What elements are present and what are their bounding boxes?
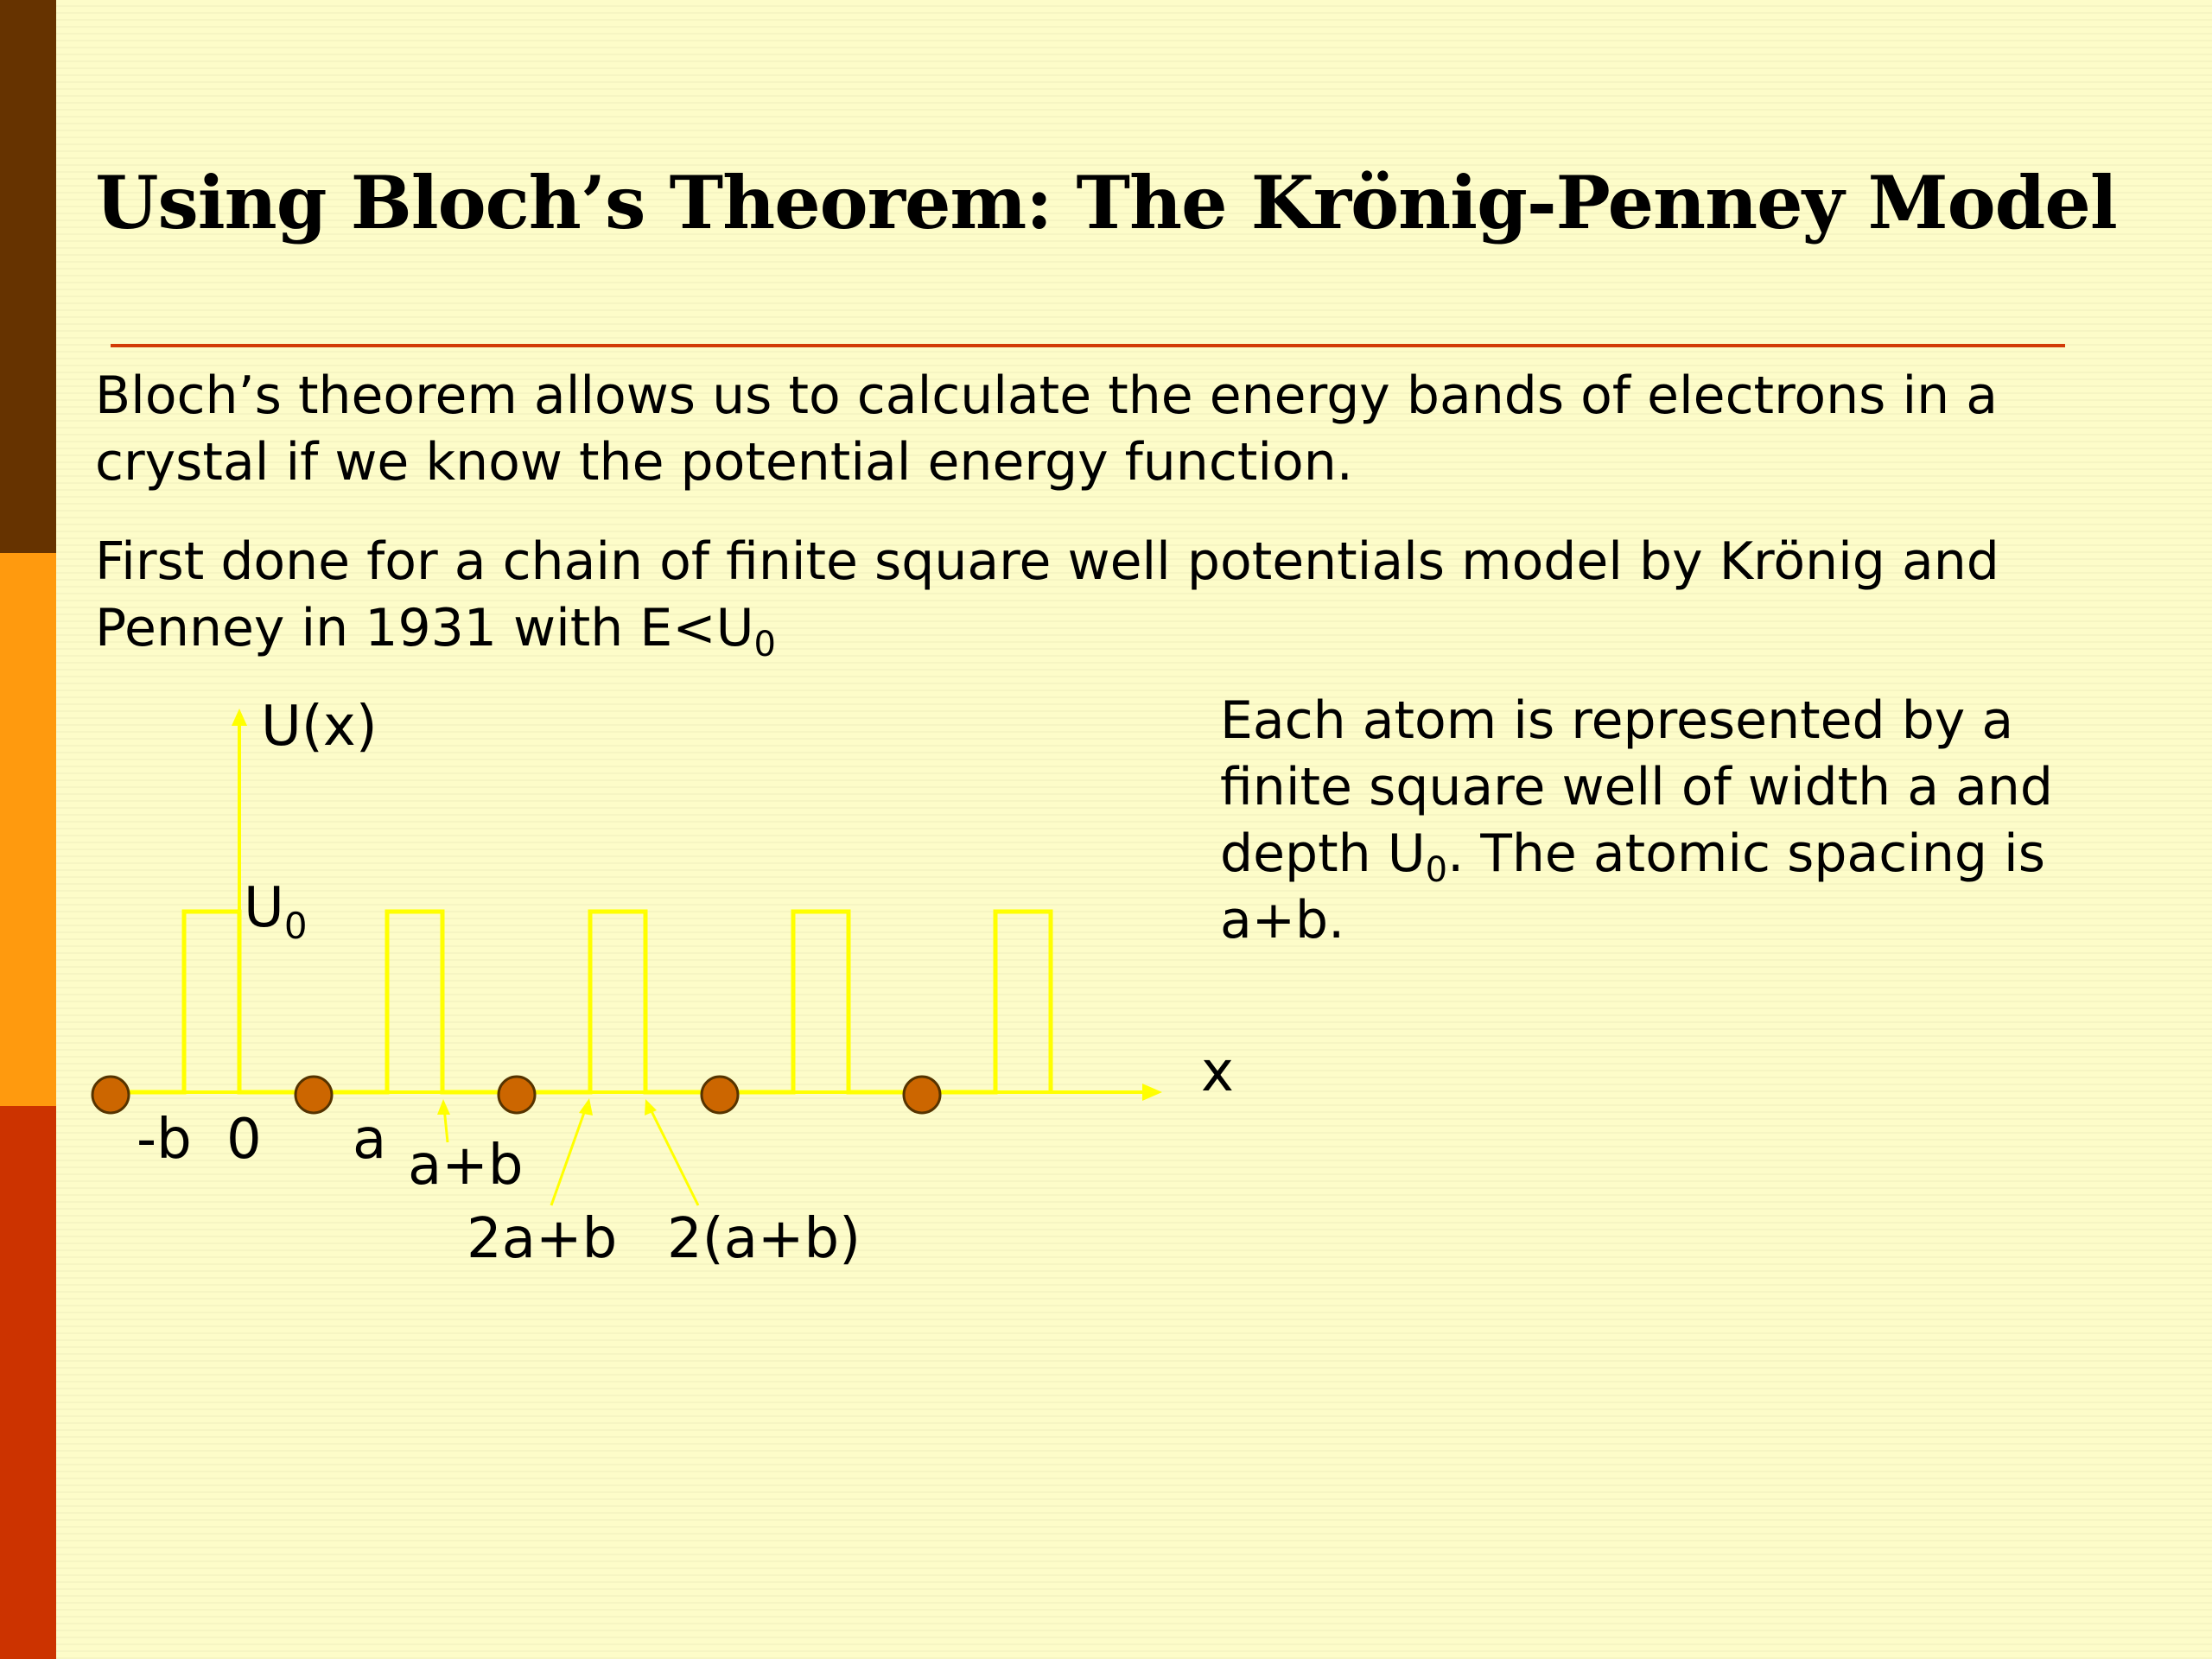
tick-label-a: a <box>353 1108 387 1172</box>
slide-title: Using Bloch’s Theorem: The Krönig-Penney Model <box>95 160 2117 245</box>
side-text-subscript: 0 <box>1425 850 1448 890</box>
y-axis-label: U(x) <box>261 695 378 759</box>
atom <box>92 1077 129 1113</box>
pointer-2a-plus-b <box>551 1108 586 1205</box>
u0-label <box>244 876 308 947</box>
pointer-a-plus-b-head <box>437 1099 450 1115</box>
u0-label-sub: 0 <box>283 905 308 947</box>
pointer-2a-plus-b-head <box>579 1098 593 1116</box>
tick-label-zero: 0 <box>226 1108 262 1172</box>
y-axis-arrowhead <box>232 709 247 726</box>
tick-label-a-plus-b: a+b <box>408 1134 524 1198</box>
pointer-2-period <box>650 1108 698 1205</box>
x-axis-label: x <box>1201 1040 1234 1104</box>
atom <box>702 1077 738 1113</box>
atom <box>296 1077 332 1113</box>
tick-label-2a-plus-b: 2a+b <box>467 1207 618 1271</box>
side-text-part-1: Each atom is represented by a finite square well of width a and depth U <box>1220 690 2053 884</box>
paragraph-bloch-theorem: Bloch’s theorem allows us to calculate the energy bands of electrons in a crystal if we know the potential energy function. <box>95 365 1999 493</box>
side-text-part-2: . The atomic spacing is a+b. <box>1220 823 2045 950</box>
paragraph-text: First done for a chain of finite square well potentials model by Krönig and Penney in 1931 with E<U <box>95 531 1999 658</box>
pointer-2-period-head <box>645 1099 657 1116</box>
x-axis-arrowhead <box>1142 1084 1162 1101</box>
u0-label-main: U <box>244 876 284 940</box>
atom <box>499 1077 535 1113</box>
subscript-zero: 0 <box>753 625 776 664</box>
tick-label-neg-b: -b <box>137 1108 192 1172</box>
atom <box>904 1077 940 1113</box>
tick-label-2-period: 2(a+b) <box>667 1207 861 1271</box>
